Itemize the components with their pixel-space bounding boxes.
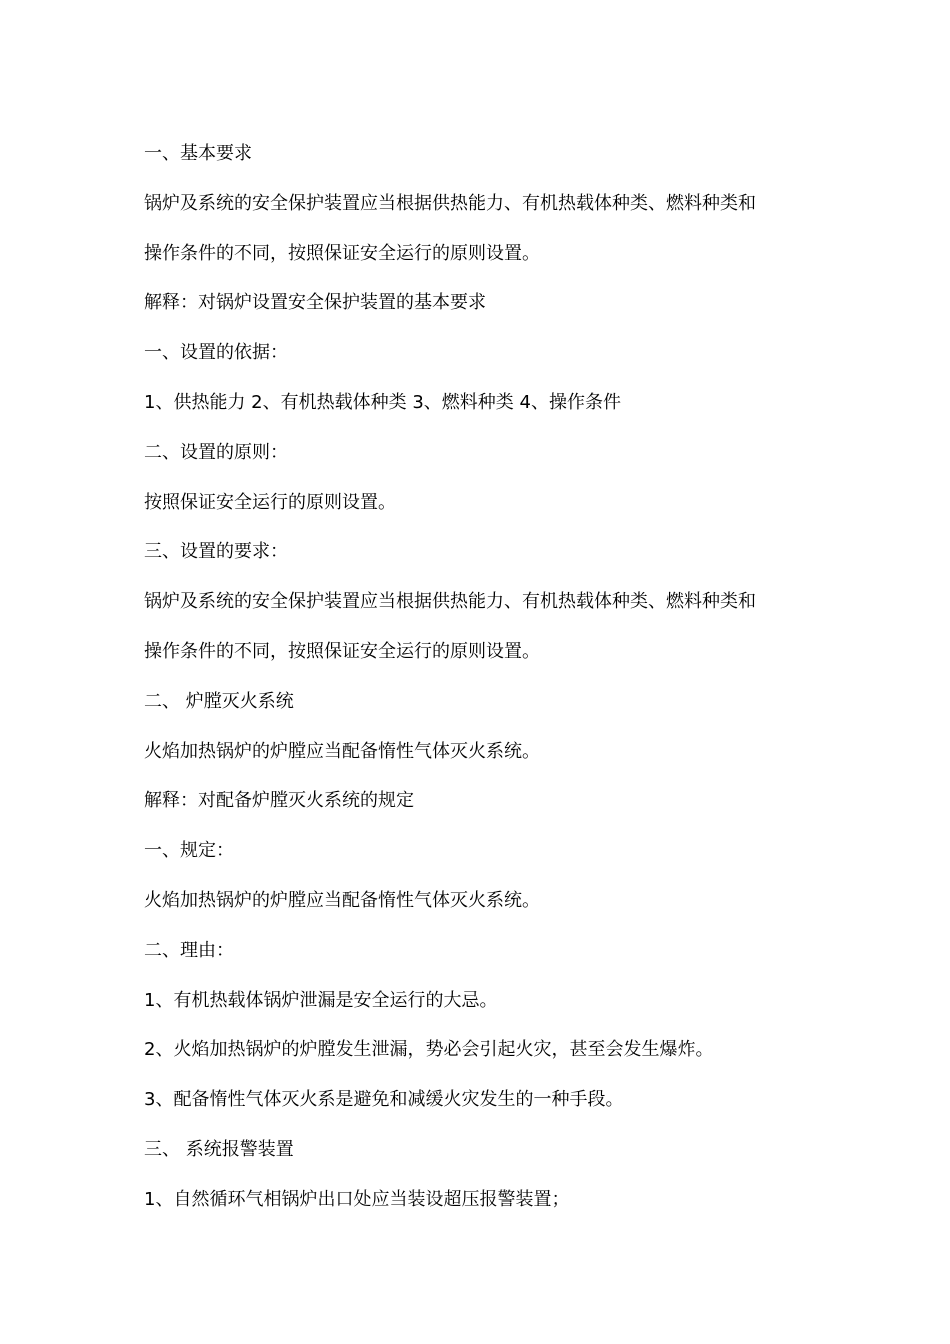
section-heading-basic-requirements: 一、基本要求	[144, 143, 252, 164]
explanation-line: 解释：对配备炉膛灭火系统的规定	[144, 790, 414, 812]
paragraph-line: 锅炉及系统的安全保护装置应当根据供热能力、有机热载体种类、燃料种类和	[144, 591, 756, 613]
section-heading-fire-system: 二、 炉膛灭火系统	[144, 690, 294, 712]
subheading-reason: 二、理由：	[144, 939, 234, 961]
explanation-line: 解释：对锅炉设置安全保护装置的基本要求	[144, 292, 486, 314]
paragraph-line: 火焰加热锅炉的炉膛应当配备惰性气体灭火系统。	[144, 889, 540, 911]
section-heading-alarm-device: 三、 系统报警装置	[144, 1138, 294, 1160]
paragraph-line: 操作条件的不同，按照保证安全运行的原则设置。	[144, 640, 540, 662]
subheading-requirements: 三、设置的要求：	[144, 541, 288, 563]
subheading-principle: 二、设置的原则：	[144, 441, 288, 463]
document-body	[144, 129, 824, 1225]
list-line: 1、自然循环气相锅炉出口处应当装设超压报警装置；	[144, 1188, 570, 1210]
paragraph-line: 锅炉及系统的安全保护装置应当根据供热能力、有机热载体种类、燃料种类和	[144, 192, 756, 214]
subheading-basis: 一、设置的依据：	[144, 342, 288, 364]
subheading-regulation: 一、规定：	[144, 840, 234, 862]
list-line: 1、有机热载体锅炉泄漏是安全运行的大忌。	[144, 989, 498, 1011]
paragraph-line: 操作条件的不同，按照保证安全运行的原则设置。	[144, 242, 540, 264]
list-line: 2、火焰加热锅炉的炉膛发生泄漏，势必会引起火灾，甚至会发生爆炸。	[144, 1039, 714, 1061]
list-line: 3、配备惰性气体灭火系是避免和减缓火灾发生的一种手段。	[144, 1089, 624, 1111]
paragraph-line: 按照保证安全运行的原则设置。	[144, 491, 396, 513]
list-line: 1、供热能力 2、有机热载体种类 3、燃料种类 4、操作条件	[144, 391, 621, 413]
paragraph-line: 火焰加热锅炉的炉膛应当配备惰性气体灭火系统。	[144, 740, 540, 762]
